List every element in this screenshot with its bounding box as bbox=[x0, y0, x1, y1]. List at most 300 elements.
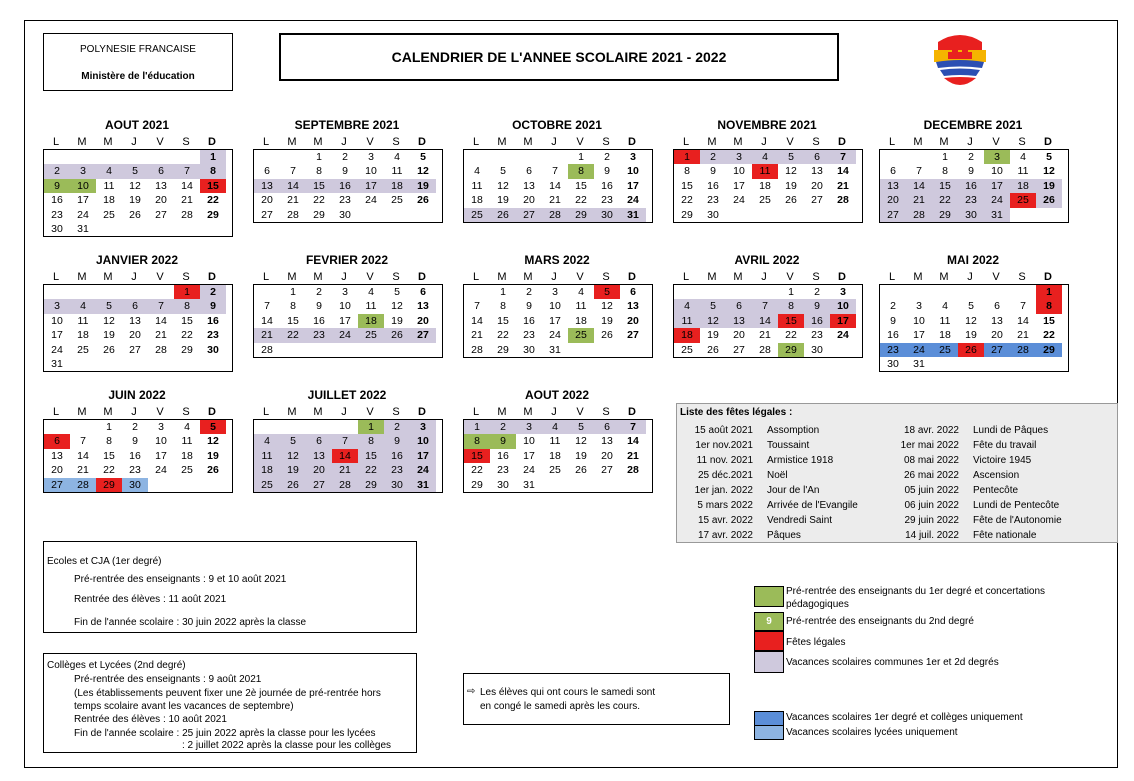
day-cell: 14 bbox=[627, 435, 639, 448]
month-grid bbox=[253, 284, 443, 358]
samedi-note-box bbox=[463, 673, 730, 725]
day-cell: 4 bbox=[106, 165, 112, 178]
month-block bbox=[253, 388, 441, 528]
day-cell: 25 bbox=[549, 464, 561, 477]
day-cell: 20 bbox=[733, 329, 745, 342]
day-cell: 9 bbox=[132, 435, 138, 448]
day-cell: 3 bbox=[342, 286, 348, 298]
day-cell: 24 bbox=[51, 343, 63, 356]
day-cell: 28 bbox=[837, 194, 849, 207]
day-cell: 26 bbox=[391, 329, 403, 342]
day-cell: 24 bbox=[155, 464, 167, 477]
legend-swatch-green bbox=[754, 586, 784, 607]
day-cell: 11 bbox=[471, 179, 483, 192]
month-block bbox=[673, 118, 861, 258]
day-header: D bbox=[628, 271, 636, 283]
day-cell: 22 bbox=[471, 464, 483, 477]
day-cell: 7 bbox=[762, 300, 768, 313]
day-cell: 31 bbox=[51, 358, 63, 370]
day-cell: 13 bbox=[811, 165, 823, 178]
day-cell: 6 bbox=[420, 286, 426, 298]
holiday-date: 25 déc.2021 bbox=[697, 470, 753, 481]
month-block bbox=[253, 118, 441, 258]
day-cell: 28 bbox=[77, 478, 89, 491]
day-cell: 19 bbox=[497, 194, 509, 207]
day-cell: 7 bbox=[840, 151, 846, 163]
day-cell: 18 bbox=[549, 449, 561, 462]
day-cell: 23 bbox=[129, 464, 141, 477]
day-cell: 30 bbox=[707, 208, 719, 221]
day-header: J bbox=[761, 136, 767, 148]
day-cell: 2 bbox=[604, 151, 610, 163]
day-header: M bbox=[287, 406, 297, 418]
day-header: M bbox=[733, 271, 743, 283]
day-cell: 9 bbox=[526, 300, 532, 313]
month-title: SEPTEMBRE 2021 bbox=[294, 118, 400, 132]
day-header: V bbox=[156, 136, 164, 148]
day-cell: 17 bbox=[77, 194, 89, 207]
day-cell: 1 bbox=[316, 151, 322, 163]
day-header: L bbox=[262, 136, 270, 148]
day-cell: 5 bbox=[394, 286, 400, 298]
day-cell: 16 bbox=[707, 179, 719, 192]
holiday-date: 15 août 2021 bbox=[694, 425, 753, 436]
holiday-name: Arrivée de l'Evangile bbox=[767, 500, 858, 511]
day-cell: 13 bbox=[991, 314, 1003, 327]
day-cell: 11 bbox=[575, 300, 587, 313]
day-cell: 2 bbox=[526, 286, 532, 298]
day-cell: 21 bbox=[913, 194, 925, 207]
day-cell: 17 bbox=[51, 329, 63, 342]
day-cell: 6 bbox=[158, 165, 164, 178]
day-cell: 10 bbox=[627, 165, 639, 178]
day-cell: 5 bbox=[132, 165, 138, 178]
day-cell: 10 bbox=[549, 300, 561, 313]
month-block bbox=[43, 388, 231, 528]
holiday-date: 05 juin 2022 bbox=[904, 485, 959, 496]
day-cell: 27 bbox=[991, 343, 1003, 356]
day-header: S bbox=[182, 271, 190, 283]
holiday-date: 29 juin 2022 bbox=[904, 515, 959, 526]
month-block bbox=[673, 253, 861, 393]
day-header: S bbox=[812, 136, 820, 148]
day-header: L bbox=[682, 271, 690, 283]
day-cell: 10 bbox=[837, 300, 849, 313]
day-cell: 20 bbox=[417, 314, 429, 327]
day-cell: 3 bbox=[158, 421, 164, 433]
day-cell: 19 bbox=[287, 464, 299, 477]
day-cell: 26 bbox=[497, 208, 509, 221]
day-header: S bbox=[182, 406, 190, 418]
day-cell: 1 bbox=[500, 286, 506, 298]
day-cell: 1 bbox=[368, 421, 374, 433]
month-grid bbox=[463, 284, 653, 358]
day-header: S bbox=[812, 271, 820, 283]
day-cell: 24 bbox=[365, 194, 377, 207]
day-cell: 23 bbox=[497, 464, 509, 477]
day-cell: 31 bbox=[417, 478, 429, 491]
day-cell: 15 bbox=[1043, 314, 1055, 327]
day-cell: 30 bbox=[811, 343, 823, 356]
day-cell: 16 bbox=[51, 194, 63, 207]
holiday-date: 06 juin 2022 bbox=[904, 500, 959, 511]
holiday-name: Pentecôte bbox=[973, 485, 1019, 496]
day-cell: 6 bbox=[994, 300, 1000, 313]
legend-swatch-lilac bbox=[754, 651, 784, 673]
day-cell: 24 bbox=[339, 329, 351, 342]
day-cell: 18 bbox=[471, 194, 483, 207]
day-cell: 1 bbox=[474, 421, 480, 433]
day-cell: 4 bbox=[578, 286, 584, 298]
month-block bbox=[463, 388, 651, 528]
day-header: M bbox=[77, 406, 87, 418]
day-cell: 8 bbox=[316, 165, 322, 178]
month-grid bbox=[43, 419, 233, 493]
day-cell: 22 bbox=[1043, 329, 1055, 342]
day-header: D bbox=[628, 406, 636, 418]
day-header: M bbox=[939, 136, 949, 148]
day-header: V bbox=[156, 406, 164, 418]
ecoles-box bbox=[43, 541, 417, 633]
day-cell: 20 bbox=[627, 314, 639, 327]
day-cell: 9 bbox=[394, 435, 400, 448]
day-cell: 29 bbox=[785, 343, 797, 356]
day-cell: 29 bbox=[1043, 343, 1055, 356]
day-cell: 23 bbox=[965, 194, 977, 207]
day-header: M bbox=[523, 271, 533, 283]
legend-swatch-red bbox=[754, 631, 784, 651]
day-header: D bbox=[418, 406, 426, 418]
day-cell: 27 bbox=[313, 478, 325, 491]
holiday-name: Assomption bbox=[767, 425, 820, 436]
day-header: D bbox=[1044, 271, 1052, 283]
day-cell: 29 bbox=[575, 208, 587, 221]
holiday-date: 11 nov. 2021 bbox=[696, 455, 753, 466]
day-cell: 22 bbox=[939, 194, 951, 207]
day-cell: 30 bbox=[207, 343, 219, 356]
day-cell: 8 bbox=[578, 165, 584, 178]
day-cell: 30 bbox=[51, 223, 63, 235]
day-cell: 7 bbox=[80, 435, 86, 448]
day-cell: 14 bbox=[1017, 314, 1029, 327]
day-cell: 12 bbox=[1043, 165, 1055, 178]
day-header: S bbox=[1018, 271, 1026, 283]
day-cell: 14 bbox=[913, 179, 925, 192]
day-cell: 24 bbox=[523, 464, 535, 477]
day-cell: 17 bbox=[417, 449, 429, 462]
day-cell: 12 bbox=[497, 179, 509, 192]
day-cell: 24 bbox=[913, 343, 925, 356]
day-cell: 14 bbox=[471, 314, 483, 327]
day-cell: 11 bbox=[681, 314, 693, 327]
legend-label-blue: Vacances scolaires 1er degré et collèges uniquement bbox=[786, 712, 1023, 723]
ministry-name: Ministère de l'éducation bbox=[81, 71, 195, 82]
day-header: M bbox=[287, 271, 297, 283]
day-cell: 20 bbox=[523, 194, 535, 207]
day-cell: 17 bbox=[365, 179, 377, 192]
day-cell: 10 bbox=[913, 314, 925, 327]
day-cell: 31 bbox=[523, 478, 535, 491]
day-cell: 9 bbox=[210, 300, 216, 313]
day-cell: 31 bbox=[913, 358, 925, 370]
day-header: D bbox=[418, 271, 426, 283]
month-title: JUILLET 2022 bbox=[307, 388, 387, 402]
month-grid bbox=[253, 149, 443, 223]
day-cell: 20 bbox=[51, 464, 63, 477]
day-cell: 15 bbox=[471, 449, 483, 462]
holiday-name: Toussaint bbox=[767, 440, 810, 451]
day-header: J bbox=[551, 406, 557, 418]
day-header: S bbox=[392, 406, 400, 418]
page-title: CALENDRIER DE L'ANNEE SCOLAIRE 2021 - 2022 bbox=[279, 33, 839, 81]
colleges-line: Pré-rentrée des enseignants : 9 août 2021 bbox=[74, 674, 262, 685]
day-cell: 5 bbox=[578, 421, 584, 433]
samedi-note-line: en congé le samedi après les cours. bbox=[480, 701, 641, 712]
day-cell: 15 bbox=[939, 179, 951, 192]
day-cell: 23 bbox=[207, 329, 219, 342]
day-header: M bbox=[103, 136, 113, 148]
day-cell: 7 bbox=[264, 300, 270, 313]
month-grid bbox=[879, 284, 1069, 372]
day-cell: 27 bbox=[417, 329, 429, 342]
day-cell: 8 bbox=[368, 435, 374, 448]
day-cell: 5 bbox=[968, 300, 974, 313]
day-cell: 29 bbox=[939, 208, 951, 221]
day-cell: 8 bbox=[474, 435, 480, 448]
day-cell: 25 bbox=[939, 343, 951, 356]
holiday-date: 26 mai 2022 bbox=[903, 470, 959, 481]
day-cell: 25 bbox=[471, 208, 483, 221]
day-cell: 9 bbox=[814, 300, 820, 313]
day-cell: 4 bbox=[368, 286, 374, 298]
day-cell: 9 bbox=[968, 165, 974, 178]
day-cell: 8 bbox=[684, 165, 690, 178]
day-cell: 26 bbox=[129, 208, 141, 221]
day-cell: 3 bbox=[916, 300, 922, 313]
day-cell: 28 bbox=[155, 343, 167, 356]
day-cell: 23 bbox=[339, 194, 351, 207]
ministry-box bbox=[43, 33, 233, 91]
day-cell: 30 bbox=[887, 358, 899, 370]
day-cell: 30 bbox=[523, 343, 535, 356]
day-cell: 16 bbox=[313, 314, 325, 327]
day-header: L bbox=[472, 406, 480, 418]
day-header: D bbox=[208, 406, 216, 418]
day-cell: 7 bbox=[184, 165, 190, 178]
holiday-name: Fête de l'Autonomie bbox=[973, 515, 1062, 526]
day-cell: 22 bbox=[497, 329, 509, 342]
day-cell: 23 bbox=[601, 194, 613, 207]
day-header: M bbox=[313, 406, 323, 418]
day-header: L bbox=[52, 136, 60, 148]
day-cell: 27 bbox=[51, 478, 63, 491]
day-cell: 25 bbox=[1017, 194, 1029, 207]
day-cell: 16 bbox=[497, 449, 509, 462]
day-cell: 24 bbox=[991, 194, 1003, 207]
day-header: V bbox=[366, 406, 374, 418]
day-cell: 4 bbox=[684, 300, 690, 313]
day-cell: 11 bbox=[103, 179, 115, 192]
holiday-date: 15 avr. 2022 bbox=[697, 515, 753, 526]
holiday-name: Armistice 1918 bbox=[767, 455, 834, 466]
day-header: L bbox=[262, 271, 270, 283]
day-cell: 29 bbox=[207, 208, 219, 221]
day-cell: 1 bbox=[942, 151, 948, 163]
day-cell: 28 bbox=[627, 464, 639, 477]
holiday-name: Lundi de Pâques bbox=[973, 425, 1049, 436]
holiday-name: Jour de l'An bbox=[767, 485, 820, 496]
day-cell: 29 bbox=[181, 343, 193, 356]
colleges-line: temps scolaire avant les vacances de septembre) bbox=[74, 701, 294, 712]
day-cell: 7 bbox=[916, 165, 922, 178]
day-cell: 31 bbox=[627, 208, 639, 221]
colleges-title: Collèges et Lycées (2nd degré) bbox=[47, 660, 186, 671]
day-header: J bbox=[131, 406, 137, 418]
day-header: J bbox=[341, 406, 347, 418]
day-cell: 23 bbox=[523, 329, 535, 342]
day-header: M bbox=[939, 271, 949, 283]
month-title: MAI 2022 bbox=[946, 253, 1000, 267]
day-cell: 23 bbox=[391, 464, 403, 477]
day-cell: 11 bbox=[261, 449, 273, 462]
day-cell: 31 bbox=[991, 208, 1003, 221]
holiday-name: Fête du travail bbox=[973, 440, 1037, 451]
day-cell: 26 bbox=[1043, 194, 1055, 207]
day-cell: 1 bbox=[578, 151, 584, 163]
day-header: S bbox=[392, 271, 400, 283]
day-cell: 18 bbox=[181, 449, 193, 462]
holiday-date: 14 juil. 2022 bbox=[905, 530, 959, 541]
day-cell: 8 bbox=[1046, 300, 1052, 313]
holiday-date: 18 avr. 2022 bbox=[903, 425, 959, 436]
day-cell: 17 bbox=[913, 329, 925, 342]
day-cell: 28 bbox=[759, 343, 771, 356]
day-cell: 30 bbox=[339, 208, 351, 221]
day-header: V bbox=[156, 271, 164, 283]
day-cell: 20 bbox=[129, 329, 141, 342]
day-cell: 2 bbox=[210, 286, 216, 298]
day-cell: 28 bbox=[181, 208, 193, 221]
day-cell: 26 bbox=[575, 464, 587, 477]
day-cell: 17 bbox=[733, 179, 745, 192]
day-cell: 10 bbox=[991, 165, 1003, 178]
day-cell: 2 bbox=[316, 286, 322, 298]
month-title: AOUT 2022 bbox=[524, 388, 590, 402]
day-header: V bbox=[576, 406, 584, 418]
day-header: V bbox=[786, 271, 794, 283]
day-cell: 12 bbox=[207, 435, 219, 448]
day-cell: 7 bbox=[1020, 300, 1026, 313]
holiday-name: Lundi de Pentecôte bbox=[973, 500, 1060, 511]
day-header: M bbox=[497, 271, 507, 283]
day-cell: 27 bbox=[733, 343, 745, 356]
day-cell: 20 bbox=[601, 449, 613, 462]
month-grid bbox=[43, 149, 233, 237]
day-header: M bbox=[913, 136, 923, 148]
day-cell: 13 bbox=[417, 300, 429, 313]
ecoles-line: Pré-rentrée des enseignants : 9 et 10 août 2021 bbox=[74, 574, 287, 585]
day-cell: 27 bbox=[811, 194, 823, 207]
day-cell: 21 bbox=[261, 329, 273, 342]
day-cell: 25 bbox=[181, 464, 193, 477]
day-cell: 3 bbox=[526, 421, 532, 433]
holiday-name: Vendredi Saint bbox=[767, 515, 833, 526]
day-cell: 30 bbox=[497, 478, 509, 491]
day-cell: 14 bbox=[837, 165, 849, 178]
month-block bbox=[463, 118, 651, 258]
day-cell: 31 bbox=[549, 343, 561, 356]
day-cell: 16 bbox=[207, 314, 219, 327]
day-cell: 4 bbox=[474, 165, 480, 178]
day-header: L bbox=[262, 406, 270, 418]
day-cell: 13 bbox=[733, 314, 745, 327]
ecoles-title: Ecoles et CJA (1er degré) bbox=[47, 556, 162, 567]
day-cell: 26 bbox=[207, 464, 219, 477]
day-cell: 18 bbox=[77, 329, 89, 342]
day-cell: 17 bbox=[991, 179, 1003, 192]
day-header: V bbox=[576, 271, 584, 283]
day-header: S bbox=[602, 406, 610, 418]
month-grid bbox=[253, 419, 443, 493]
day-cell: 14 bbox=[549, 179, 561, 192]
day-header: D bbox=[208, 271, 216, 283]
day-header: M bbox=[523, 406, 533, 418]
day-header: V bbox=[992, 136, 1000, 148]
day-cell: 10 bbox=[733, 165, 745, 178]
day-cell: 18 bbox=[575, 314, 587, 327]
day-cell: 10 bbox=[155, 435, 167, 448]
day-cell: 9 bbox=[54, 179, 60, 192]
day-cell: 3 bbox=[840, 286, 846, 298]
day-cell: 25 bbox=[103, 208, 115, 221]
day-cell: 13 bbox=[261, 179, 273, 192]
day-cell: 18 bbox=[103, 194, 115, 207]
day-cell: 4 bbox=[184, 421, 190, 433]
day-cell: 19 bbox=[965, 329, 977, 342]
day-cell: 12 bbox=[129, 179, 141, 192]
day-cell: 14 bbox=[759, 314, 771, 327]
day-cell: 5 bbox=[500, 165, 506, 178]
day-cell: 8 bbox=[290, 300, 296, 313]
day-header: L bbox=[472, 136, 480, 148]
day-cell: 21 bbox=[77, 464, 89, 477]
day-cell: 20 bbox=[991, 329, 1003, 342]
month-title: AOUT 2021 bbox=[104, 118, 170, 132]
day-cell: 3 bbox=[736, 151, 742, 163]
day-cell: 6 bbox=[604, 421, 610, 433]
day-cell: 9 bbox=[710, 165, 716, 178]
day-cell: 8 bbox=[500, 300, 506, 313]
day-cell: 3 bbox=[420, 421, 426, 433]
samedi-note-line: Les élèves qui ont cours le samedi sont bbox=[480, 687, 656, 698]
day-cell: 19 bbox=[103, 329, 115, 342]
day-header: J bbox=[761, 271, 767, 283]
day-header: D bbox=[838, 271, 846, 283]
day-cell: 22 bbox=[785, 329, 797, 342]
day-cell: 14 bbox=[261, 314, 273, 327]
day-cell: 2 bbox=[814, 286, 820, 298]
day-cell: 21 bbox=[627, 449, 639, 462]
day-cell: 1 bbox=[684, 151, 690, 163]
legend-swatch-lightblue bbox=[754, 725, 784, 740]
day-cell: 6 bbox=[630, 286, 636, 298]
day-cell: 3 bbox=[994, 151, 1000, 163]
day-cell: 7 bbox=[342, 435, 348, 448]
day-header: V bbox=[366, 271, 374, 283]
month-title: AVRIL 2022 bbox=[734, 253, 800, 267]
legal-holidays-title: Liste des fêtes légales : bbox=[680, 407, 793, 418]
day-cell: 17 bbox=[155, 449, 167, 462]
